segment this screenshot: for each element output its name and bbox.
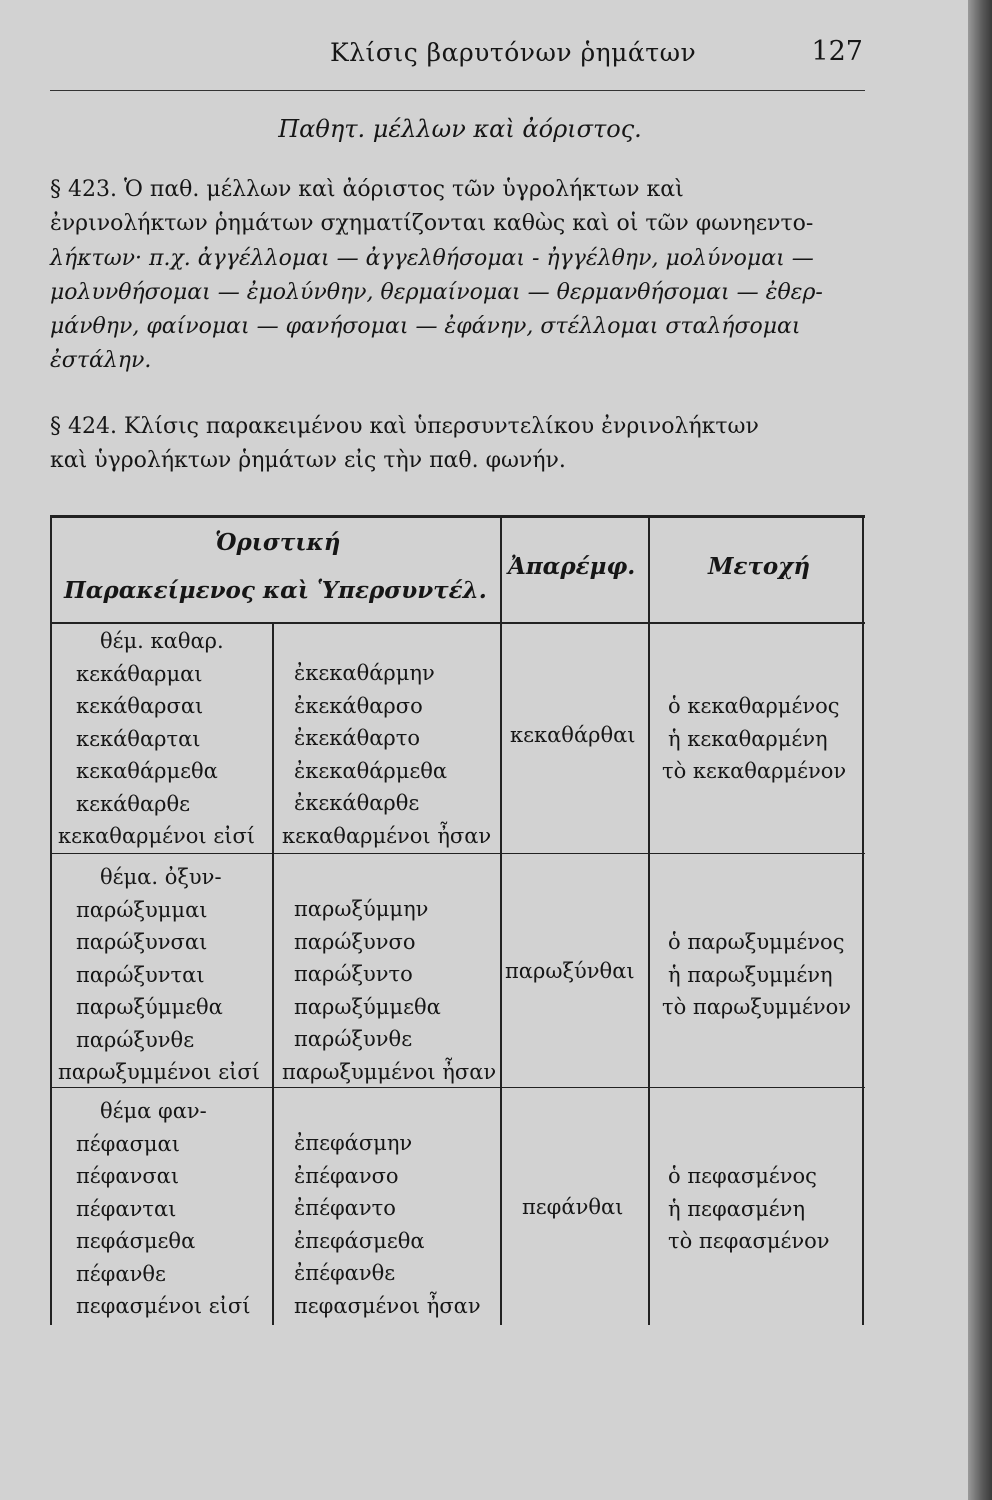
perfect-form: κεκαθαρμένοι εἰσί [58,824,256,848]
running-head [50,30,865,91]
infinitive: κεκαθάρθαι [510,723,636,747]
pluperfect-form: ἐκεκαθάρμην [294,661,435,685]
perfect-form: παρώξυνθε [76,1027,195,1052]
participle-form: τὸ κεκαθαρμένον [662,759,847,783]
perfect-form: κεκάθαρσαι [76,694,204,718]
book-spine-edge [968,0,992,1500]
participle-column-group-2 [662,926,851,1024]
perfect-form: πέφανθε [76,1261,166,1286]
pluperfect-form: παρωξυμμένοι ἦσαν [282,1059,497,1084]
perfect-form: κεκάθαρμαι [76,661,203,686]
section-subheading: Παθητ. μέλλων καὶ ἀόριστος. [278,115,642,143]
perfect-form: παρωξυμμένοι εἰσί [58,1060,260,1084]
stem-label: θέμα. ὀξυν- [100,865,222,889]
pluperfect-column-group-3 [282,1127,481,1322]
header-oristiki: Ὁριστική [215,529,341,556]
perfect-column-group-2 [58,861,260,1089]
table-left-border [50,515,52,1325]
pluperfect-form: ἐπέφαντο [294,1196,396,1220]
paragraph-424 [50,410,865,479]
participle-column-group-3 [662,1160,830,1258]
participle-form: τὸ παρωξυμμένον [662,995,852,1019]
column-divider [648,515,650,1325]
paragraph-line: § 424. Κλίσις παρακειμένου καὶ ὑπερσυντελίκου ἐνρινολήκτων [50,414,759,439]
pluperfect-column-group-1 [282,657,491,852]
perfect-form: πέφανται [76,1196,177,1221]
header-aparemfaton: Ἀπαρέμφ. [508,553,636,580]
perfect-form: παρώξυνσαι [76,930,208,954]
pluperfect-form: ἐπέφανθε [294,1261,396,1285]
paragraph-line: καὶ ὑγρολήκτων ῥημάτων εἰς τὴν παθ. φωνήν. [50,448,566,474]
pluperfect-form: παρώξυντο [294,962,413,986]
header-metochi: Μετοχή [708,553,811,580]
running-title: Κλίσις βαρυτόνων ῥημάτων [330,38,697,67]
pluperfect-form: πεφασμένοι ἦσαν [294,1293,481,1318]
pluperfect-form: παρώξυνσο [294,929,416,954]
column-divider [272,622,274,1325]
perfect-form: κεκάθαρθε [76,791,191,816]
paragraph-line: § 423. Ὁ παθ. μέλλων καὶ ἀόριστος τῶν ὑγρολήκτων καὶ [50,177,684,202]
conjugation-table [50,515,865,1325]
pluperfect-form: ἐπέφανσο [294,1163,399,1188]
column-divider [500,515,502,1325]
table-header-rule [50,622,865,624]
pluperfect-form: ἐκεκάθαρτο [294,726,421,750]
pluperfect-form: ἐπεφάσμην [294,1131,413,1155]
pluperfect-form: κεκαθαρμένοι ἦσαν [282,823,492,848]
paragraph-423 [50,173,865,379]
pluperfect-form: ἐκεκάθαρθε [294,791,420,815]
perfect-form: πεφασμένοι εἰσί [76,1294,251,1318]
pluperfect-form: ἐκεκαθάρμεθα [294,758,448,783]
group-divider [50,853,865,854]
infinitive: παρωξύνθαι [505,959,635,983]
perfect-form: παρωξύμμεθα [76,995,223,1019]
pluperfect-form: παρωξύμμην [294,897,429,921]
pluperfect-form: παρώξυνθε [294,1027,413,1051]
perfect-form: παρώξυμμαι [76,897,208,922]
participle-form: ὁ παρωξυμμένος [668,930,845,954]
participle-form: ἡ πεφασμένη [668,1196,806,1221]
stem-label: θέμ. καθαρ. [100,629,224,653]
paragraph-line: μολυνθήσομαι — ἐμολύνθην, θερμαίνομαι — θερμανθήσομαι — ἐθερ- [50,279,823,305]
stem-label: θέμα φαν- [100,1099,207,1123]
pluperfect-form: παρωξύμμεθα [294,994,441,1019]
pluperfect-column-group-2 [282,893,496,1088]
perfect-form: κεκαθάρμεθα [76,759,218,783]
perfect-form: παρώξυνται [76,962,205,987]
pluperfect-form: ἐκεκάθαρσο [294,693,423,718]
paragraph-line: ἐστάλην. [50,348,152,374]
table-right-border [862,515,864,1325]
paragraph-line: μάνθην, φαίνομαι — φανήσομαι — ἐφάνην, στέλλομαι σταλήσομαι [50,314,801,340]
perfect-column-group-3 [58,1095,250,1323]
perfect-form: πέφανσαι [76,1164,180,1188]
participle-form: ὁ κεκαθαρμένος [668,694,840,718]
infinitive: πεφάνθαι [522,1195,624,1219]
participle-column-group-1 [662,690,846,788]
pluperfect-form: ἐπεφάσμεθα [294,1228,425,1253]
paragraph-line: λήκτων· π.χ. ἀγγέλλομαι — ἀγγελθήσομαι - ἠγγέλθην, μολύνομαι — [50,245,814,271]
paragraph-line: ἐνρινολήκτων ῥημάτων σχηματίζονται καθὼς καὶ οἱ τῶν φωνηεντο- [50,211,814,237]
perfect-column-group-1 [58,625,255,853]
participle-form: τὸ πεφασμένον [668,1229,830,1253]
participle-form: ἡ παρωξυμμένη [668,962,833,987]
page-number: 127 [811,36,863,67]
participle-form: ὁ πεφασμένος [668,1164,817,1188]
perfect-form: πέφασμαι [76,1131,180,1156]
perfect-form: κεκάθαρται [76,726,201,751]
perfect-form: πεφάσμεθα [76,1229,196,1253]
table-top-rule [50,515,865,518]
header-parakeimenos: Παρακείμενος καὶ Ὑπερσυντέλ. [64,577,487,604]
participle-form: ἡ κεκαθαρμένη [668,726,828,751]
